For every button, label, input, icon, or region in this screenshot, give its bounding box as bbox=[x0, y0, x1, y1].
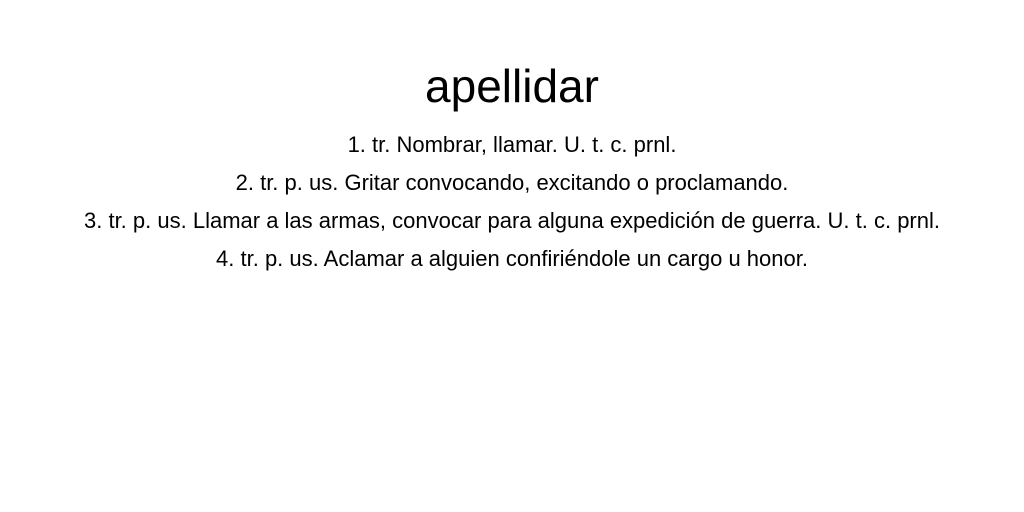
sense-item-4: 4. tr. p. us. Aclamar a alguien confiriéndole un cargo u honor. bbox=[216, 246, 808, 271]
sense-item-3: 3. tr. p. us. Llamar a las armas, convocar para alguna expedición de guerra. U. t. c. prnl. bbox=[84, 208, 940, 233]
sense-item-1: 1. tr. Nombrar, llamar. U. t. c. prnl. bbox=[347, 132, 677, 157]
headword-title: apellidar bbox=[425, 60, 599, 112]
sense-list bbox=[62, 126, 962, 278]
sense-item-2: 2. tr. p. us. Gritar convocando, excitando o proclamando. bbox=[235, 170, 789, 195]
